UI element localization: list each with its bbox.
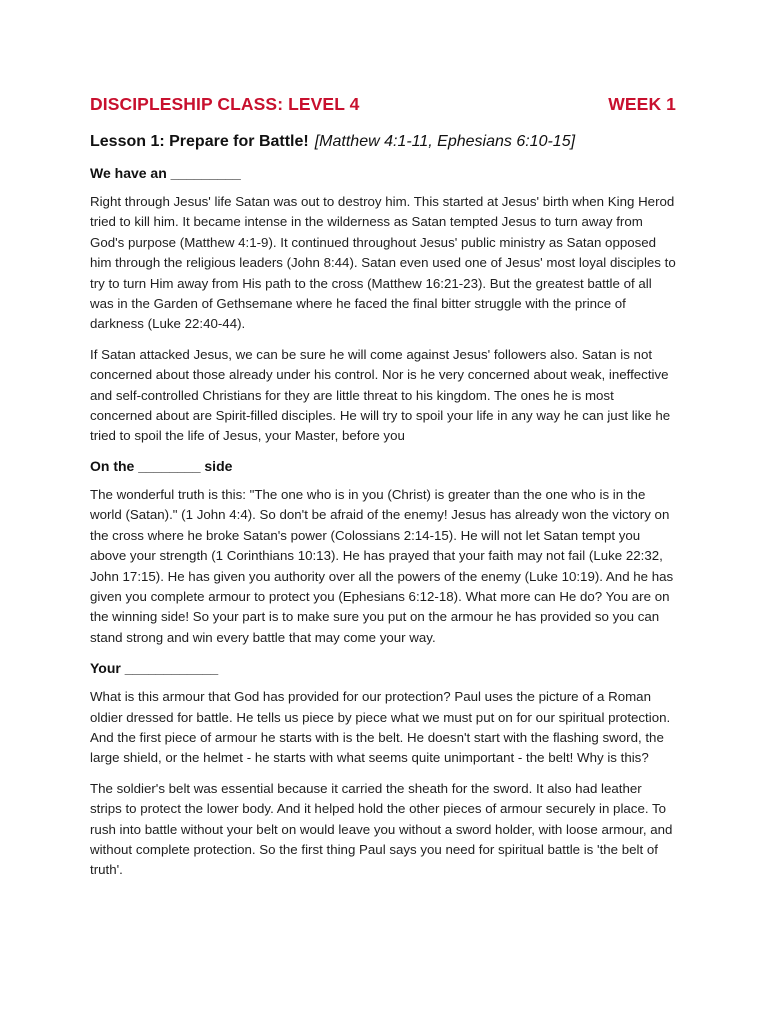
lesson-heading (90, 131, 676, 153)
section-paragraph: If Satan attacked Jesus, we can be sure he will come against Jesus' followers also. Satan is not concerned about those already under his control. Nor is he very concerned about weak, ineffective and self-controlled Christians for they are little threat to his kingdom. The ones he is most concerned about are Spirit-filled disciples. He will try to spoil your life in any way he can just like he tried to spoil the life of Jesus, your Master, before you (90, 346, 671, 444)
section-heading-armour: Your ____________ (90, 660, 219, 677)
section-heading-winning-side: On the ________ side (90, 457, 233, 474)
lesson-title: Lesson 1: Prepare for Battle! (90, 133, 309, 150)
class-title: DISCIPLESHIP CLASS: LEVEL 4 (90, 94, 360, 114)
section-paragraph: What is this armour that God has provided for our protection? Paul uses the picture of a Roman oldier dressed for battle. He tells us piece by piece what we must put on for our spiritual protection. And the first piece of armour he starts with is the belt. He doesn't start with the flashing sword, the large shield, or the helmet - he starts with what seems quite unimportant - the belt! Why is this? (90, 689, 671, 766)
section-paragraph: Right through Jesus' life Satan was out to destroy him. This started at Jesus' birth when King Herod tried to kill him. It became intense in the wilderness as Satan tempted Jesus to turn away from God's purpose (Matthew 4:1-9). It continued throughout Jesus' public ministry as Satan opposed him through the religious leaders (John 8:44). Satan even used one of Jesus' most loyal disciples to try to turn Him away from His path to the cross (Matthew 16:21-23). But the greatest battle of all was in the Garden of Gethsemane where he faced the final bitter struggle with the prince of darkness (Luke 22:40-44). (90, 194, 676, 332)
section-paragraph: The wonderful truth is this: "The one who is in you (Christ) is greater than the one who is in the world (Satan)." (1 John 4:4). So don't be afraid of the enemy! Jesus has already won the victory on the cross where he broke Satan's power (Colossians 2:14-15). He will not let Satan tempt you above your strength (1 Corinthians 10:13). He has prayed that your faith may not fail (Luke 22:32, John 17:15). He has given you authority over all the powers of the enemy (Luke 10:19). And he has given you complete armour to protect you (Ephesians 6:12-18). What more can He do? You are on the winning side! So your part is to make sure you put on the armour he has provided so you can stand strong and win every battle that may come your way. (90, 486, 674, 645)
section-heading-enemy: We have an _________ (90, 165, 241, 181)
document-header (90, 94, 676, 120)
scripture-reference: [Matthew 4:1-11, Ephesians 6:10-15] (314, 133, 576, 150)
section-paragraph: The soldier's belt was essential because it carried the sheath for the sword. It also had leather strips to protect the lower body. And it helped hold the other pieces of armour securely in place. To rush into battle without your belt on would leave you without a sword holder, with loose armour, and without complete protection. So the first thing Paul says you need for spiritual battle is 'the belt of truth'. (90, 780, 673, 878)
document-page (90, 94, 676, 881)
week-label: WEEK 1 (608, 94, 676, 114)
